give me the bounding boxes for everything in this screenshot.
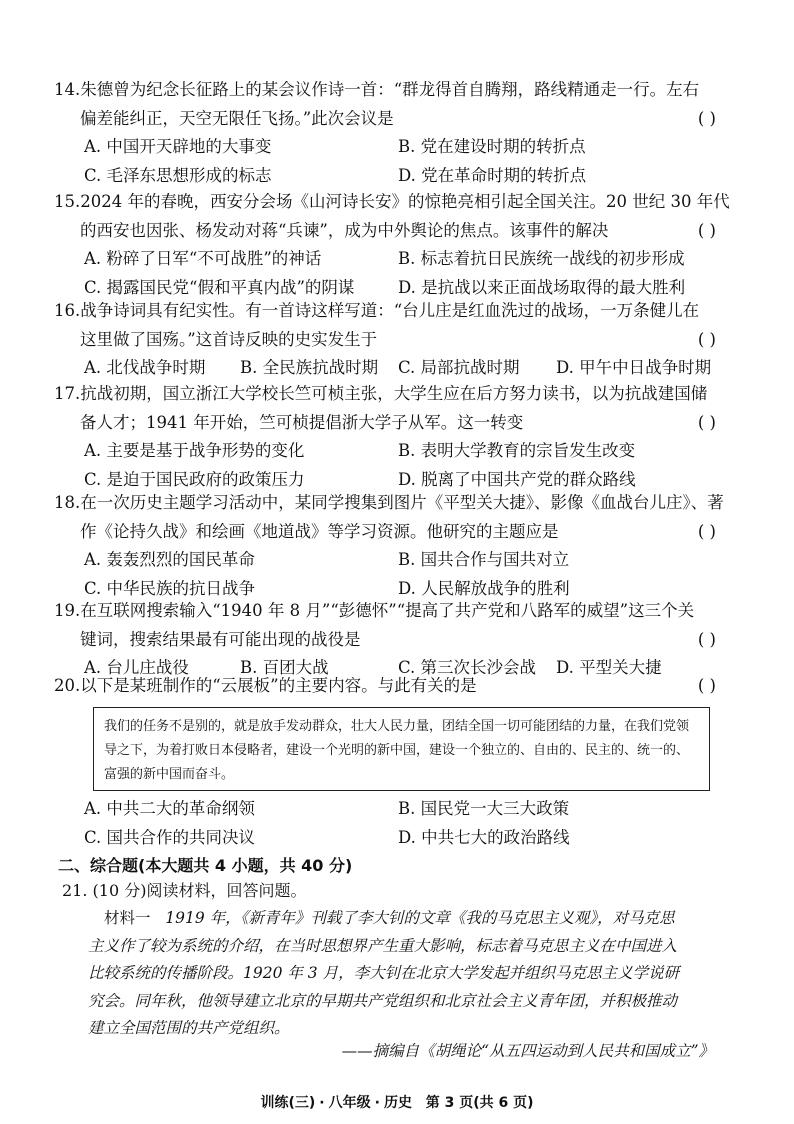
question-number: 20.: [54, 676, 81, 695]
question-text: 2024 年的春晚，西安分会场《山河诗长安》的惊艳亮相引起全国关注。20 世纪 30 年代: [80, 192, 730, 211]
option-b: B. 标志着抗日民族统一战线的初步形成: [398, 249, 685, 268]
question-number: 14.: [54, 80, 81, 99]
material-line: 建立全国范围的共产党组织。: [88, 1019, 290, 1037]
page-footer: [0, 1092, 794, 1112]
footer-separator: ·: [374, 1095, 380, 1111]
quote-box: [93, 707, 710, 791]
section-heading: 二、综合题(本大题共 4 小题，共 40 分): [58, 856, 353, 875]
question-20-options: [54, 795, 734, 852]
question-21-head: 21. (10 分)阅读材料，回答问题。: [62, 881, 307, 900]
options-row: [54, 162, 734, 191]
option-b: B. 国民党一大三大政策: [398, 799, 570, 818]
question-18: [54, 489, 734, 603]
option-c: C. 国共合作的共同决议: [84, 827, 256, 847]
question-15: [54, 188, 734, 302]
question-text: 以下是某班制作的“云展板”的主要内容。与此有关的是: [80, 676, 477, 695]
option-c: C. 中华民族的抗日战争: [84, 578, 256, 598]
question-number: 18.: [54, 493, 81, 512]
answer-paren: ( ): [697, 108, 716, 128]
option-a: A. 台儿庄战役: [84, 658, 189, 677]
question-text: 在互联网搜索输入“1940 年 8 月”“彭德怀”“提高了共产党和八路军的威望”这三个关: [80, 601, 695, 620]
question-text: 的西安也因张、杨发动对蒋“兵谏”，成为中外舆论的焦点。该事件的解决: [80, 220, 609, 240]
answer-paren: ( ): [697, 676, 716, 695]
material-line: 主义作了较为系统的介绍，在当时思想界产生重大影响，标志着马克思主义在中国进入: [88, 936, 678, 955]
option-d: D. 平型关大捷: [556, 658, 662, 677]
question-14: [54, 76, 734, 190]
options-row: [54, 824, 734, 853]
option-c: C. 是迫于国民政府的政策压力: [84, 469, 305, 489]
answer-paren: ( ): [697, 220, 716, 240]
question-16: [54, 297, 734, 383]
option-d: D. 甲午中日战争时期: [556, 358, 712, 377]
option-a: A. 中共二大的革命纲领: [84, 799, 255, 818]
question-19: [54, 597, 734, 683]
option-a: A. 北伐战争时期: [84, 358, 206, 377]
question-text: 备人才；1941 年开始，竺可桢提倡浙大学子从军。这一转变: [80, 412, 524, 432]
material-label: 材料一: [104, 909, 151, 927]
material-line: 究会。同年秋，他领导建立北京的早期共产党组织和北京社会主义青年团，并积极推动: [88, 991, 678, 1010]
option-d: D. 脱离了中国共产党的群众路线: [398, 469, 636, 489]
option-b: B. 表明大学教育的宗旨发生改变: [398, 441, 636, 460]
option-d: D. 党在革命时期的转折点: [398, 165, 587, 185]
question-17: [54, 380, 734, 494]
material-block: [88, 905, 708, 1043]
footer-grade: 八年级: [328, 1095, 371, 1111]
option-a: A. 主要是基于战争形势的变化: [84, 441, 305, 460]
question-text: 战争诗词具有纪实性。有一首诗这样写道：“台儿庄是红血洗过的战场，一万条健儿在: [80, 301, 700, 320]
footer-page: 第 3 页(共 6 页): [425, 1095, 534, 1111]
option-b: B. 全民族抗战时期: [240, 358, 379, 377]
footer-subject: 历史: [383, 1095, 412, 1111]
question-text: 键词，搜索结果最有可能出现的战役是: [80, 629, 361, 649]
question-number: 16.: [54, 301, 81, 320]
options-row: [54, 354, 734, 383]
question-number: 19.: [54, 601, 81, 620]
material-source: ——摘编自《胡绳论“从五四运动到人民共和国成立”》: [341, 1042, 714, 1060]
question-text: 朱德曾为纪念长征路上的某会议作诗一首：“群龙得首自腾翔，路线精通走一行。左右: [80, 80, 700, 99]
answer-paren: ( ): [697, 629, 716, 649]
answer-paren: ( ): [697, 412, 716, 432]
option-a: A. 中国开天辟地的大事变: [84, 137, 272, 156]
question-number: 17.: [54, 384, 81, 403]
options-row: [54, 245, 734, 274]
option-a: A. 轰轰烈烈的国民革命: [84, 550, 255, 569]
option-d: D. 是抗战以来正面战场取得的最大胜利: [398, 277, 686, 297]
question-20: [54, 672, 734, 701]
option-c: C. 局部抗战时期: [398, 358, 520, 377]
quote-text: 我们的任务不是别的，就是放手发动群众，壮大人民力量，团结全国一切可能团结的力量，在我们党领导之下，为着打败日本侵略者，建设一个光明的新中国，建设一个独立的、自由的、民主的、统一的、富强的新中国而奋斗。: [104, 719, 690, 782]
question-text: 在一次历史主题学习活动中，某同学搜集到图片《平型关大捷》、影像《血战台儿庄》、著: [80, 493, 724, 512]
footer-separator: ·: [319, 1095, 325, 1111]
footer-series: 训练(三): [260, 1095, 316, 1111]
options-row: [54, 133, 734, 162]
question-text: 这里做了国殇。”这首诗反映的史实发生于: [80, 329, 378, 349]
material-line: 比较系统的传播阶段。1920 年 3 月，李大钊在北京大学发起并组织马克思主义学说研: [88, 964, 680, 982]
material-line: 1919 年，《新青年》刊载了李大钊的文章《我的马克思主义观》，对马克思: [165, 909, 675, 927]
option-b: B. 国共合作与国共对立: [398, 550, 570, 569]
option-d: D. 中共七大的政治路线: [398, 827, 570, 847]
options-row: [54, 795, 734, 824]
option-b: B. 百团大战: [240, 658, 329, 677]
option-b: B. 党在建设时期的转折点: [398, 137, 586, 156]
answer-paren: ( ): [697, 329, 716, 349]
question-number: 15.: [54, 192, 81, 211]
answer-paren: ( ): [697, 521, 716, 541]
option-a: A. 粉碎了日军“不可战胜”的神话: [84, 249, 322, 268]
option-c: C. 第三次长沙会战: [398, 658, 537, 677]
options-row: [54, 437, 734, 466]
question-text: 抗战初期，国立浙江大学校长竺可桢主张，大学生应在后方努力读书，以为抗战建国储: [80, 384, 708, 403]
options-row: [54, 546, 734, 575]
question-text: 作《论持久战》和绘画《地道战》等学习资源。他研究的主题应是: [80, 521, 559, 541]
option-c: C. 揭露国民党“假和平真内战”的阴谋: [84, 277, 355, 297]
option-d: D. 人民解放战争的胜利: [398, 578, 570, 598]
option-c: C. 毛泽东思想形成的标志: [84, 165, 272, 185]
question-text: 偏差能纠正，天空无限任飞扬。”此次会议是: [80, 108, 394, 128]
